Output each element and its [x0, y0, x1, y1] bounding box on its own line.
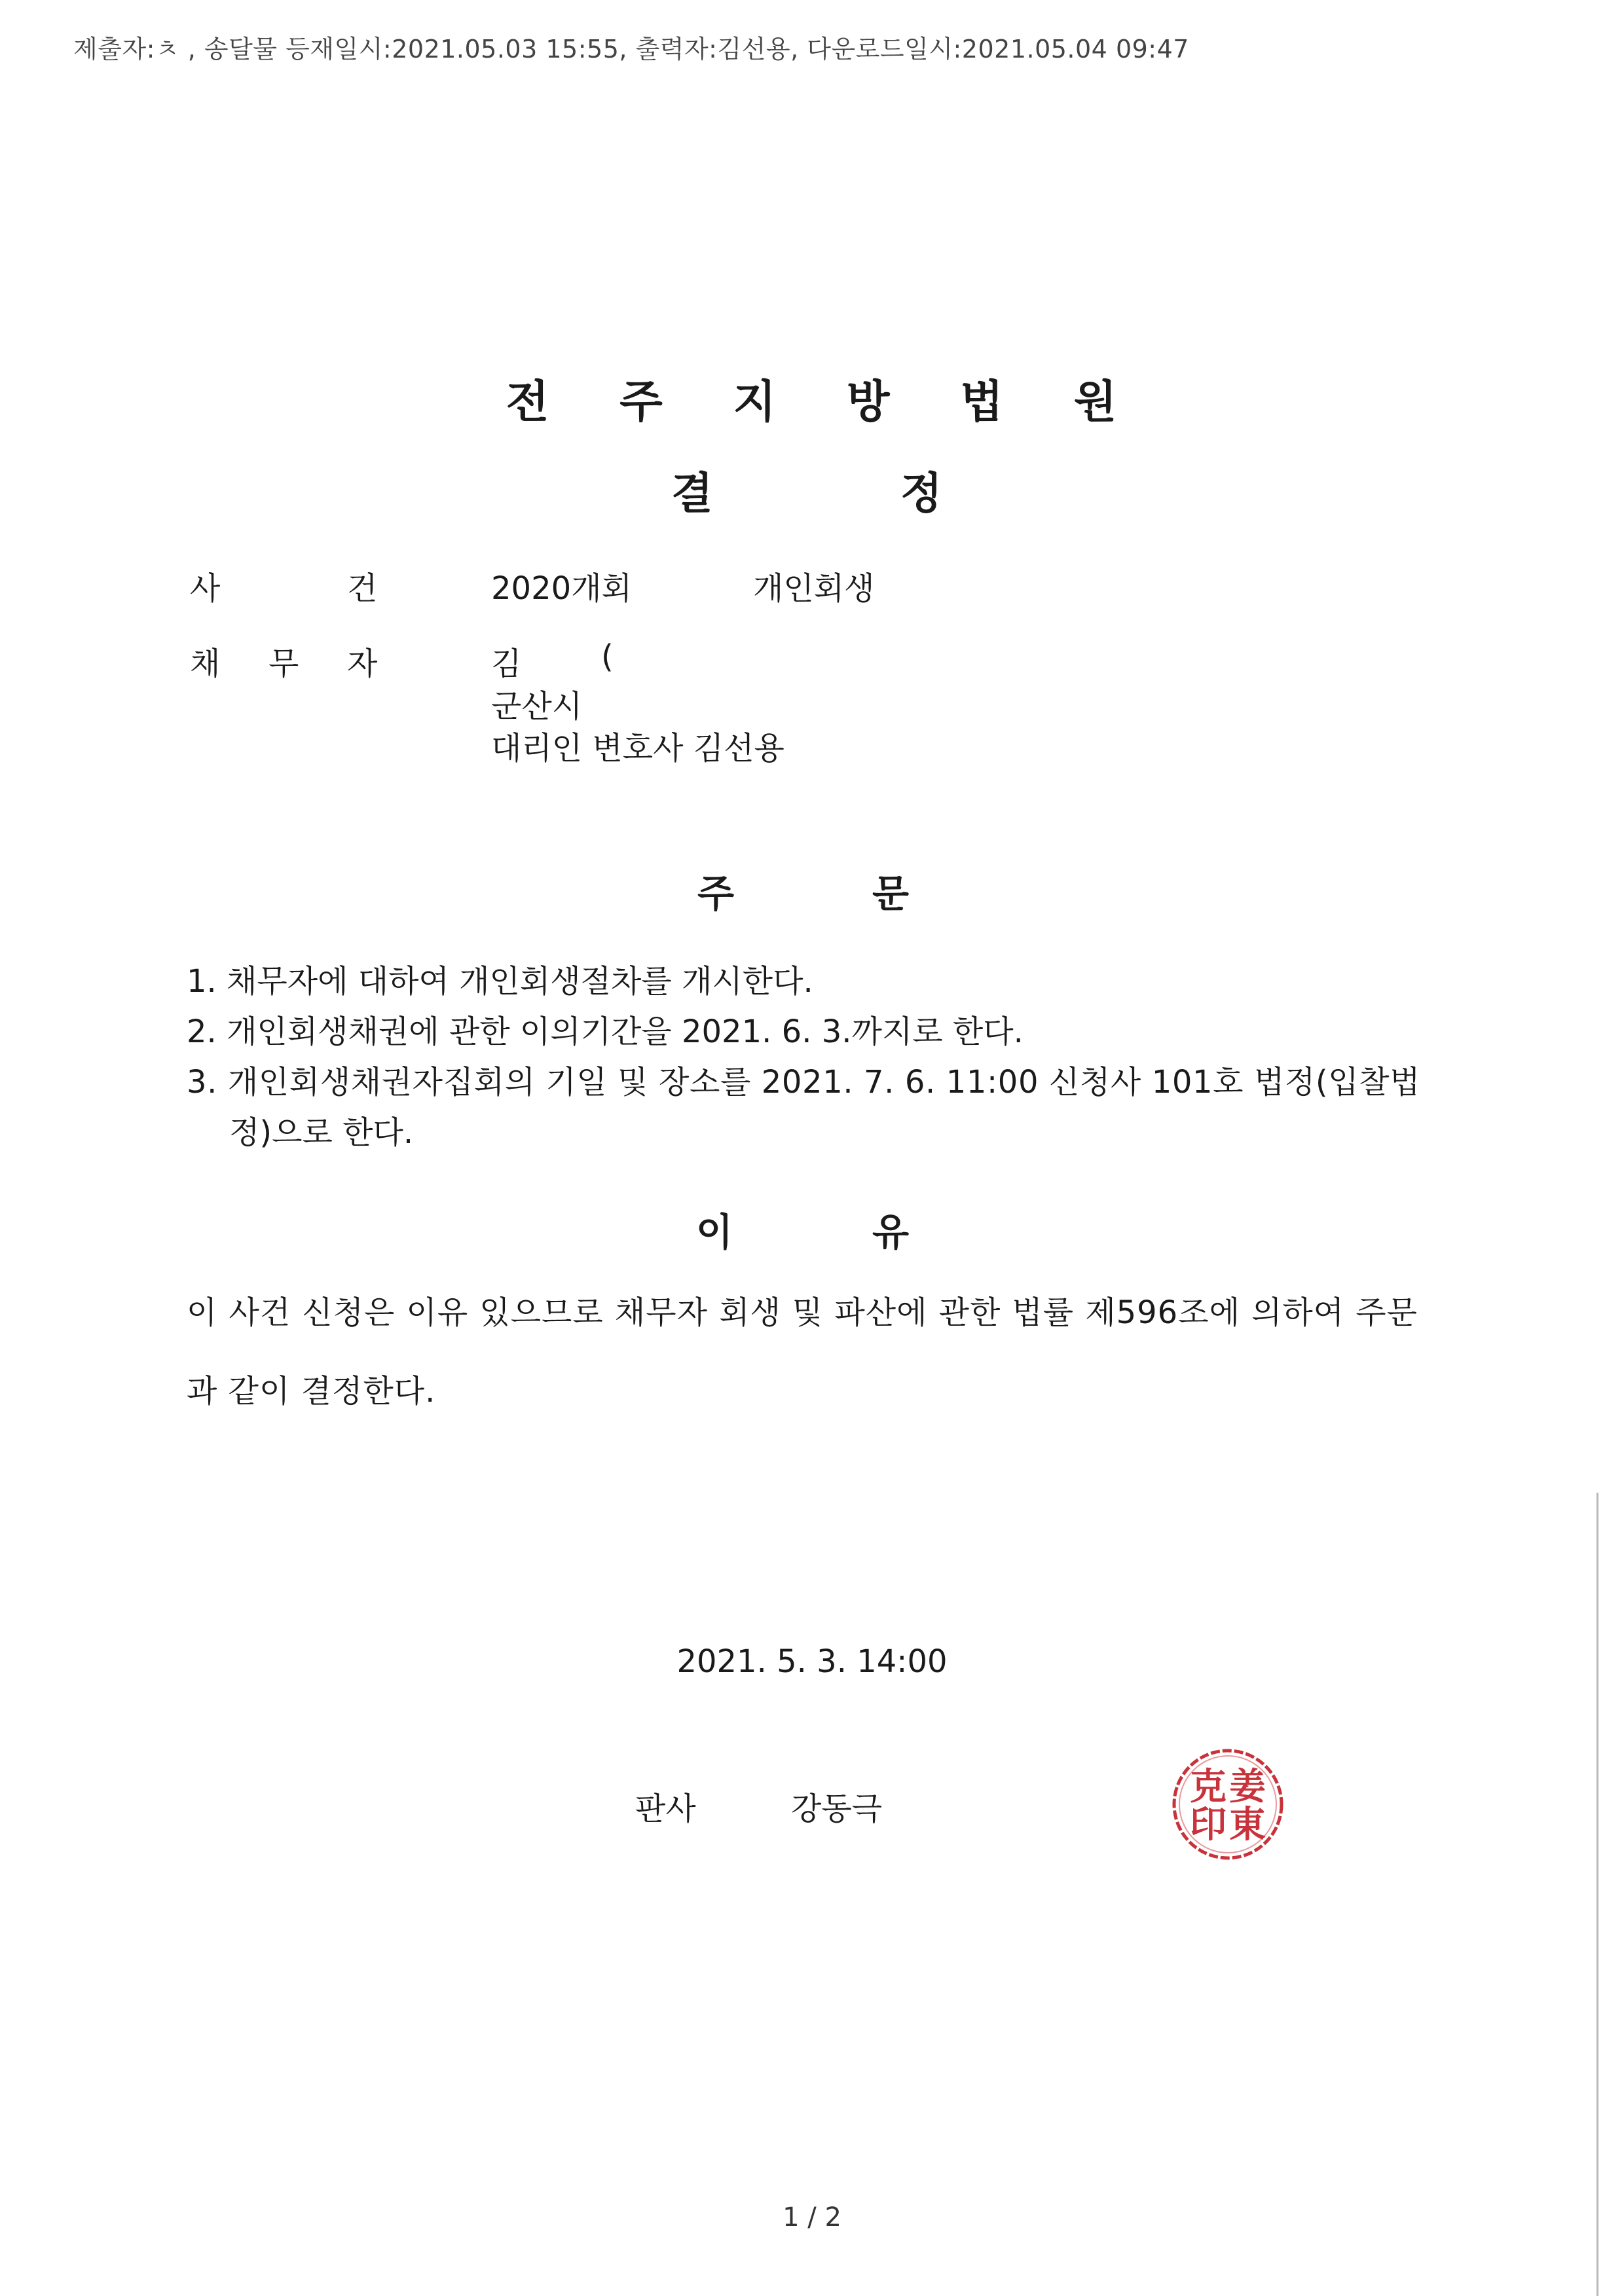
doc-type-char: 결 [671, 468, 713, 519]
order-item: 2. 개인회생채권에 관한 이의기간을 2021. 6. 3.까지로 한다. [187, 1013, 1024, 1050]
judge-seal [1169, 1745, 1287, 1863]
court-char: 전 [506, 376, 551, 428]
order-title-char: 문 [872, 871, 910, 916]
document-header-line: 제출자:ㅊ , 송달물 등재일시:2021.05.03 15:55, 출력자:김선용, 다운로드일시:2021.05.04 09:47 [73, 35, 1189, 64]
seal-char: 克 [1190, 1765, 1227, 1808]
order-item: 3. 개인회생채권자집회의 기일 및 장소를 2021. 7. 6. 11:00 신청사 101호 법정(입찰법 [187, 1064, 1421, 1101]
order-item-continuation: 정)으로 한다. [229, 1114, 414, 1151]
seal-char: 東 [1229, 1803, 1266, 1846]
judge-label: 판사 [635, 1791, 696, 1827]
debtor-label-char: 자 [347, 646, 378, 682]
court-char: 방 [846, 376, 891, 428]
order-title-char: 주 [697, 871, 735, 916]
case-type: 개인회생 [753, 570, 875, 607]
court-name-title [0, 367, 1624, 430]
debtor-paren: ( [601, 638, 614, 675]
debtor-label-char: 채 [190, 646, 221, 682]
seal-char: 印 [1190, 1803, 1227, 1846]
debtor-name: 김 [491, 646, 522, 682]
case-number: 2020개회 [491, 570, 632, 607]
case-label-char: 건 [347, 570, 378, 607]
reason-title-char: 유 [872, 1210, 910, 1254]
page-number: 1 / 2 [783, 2202, 841, 2232]
doc-type-char: 정 [900, 468, 942, 519]
debtor-address: 군산시 [491, 688, 583, 725]
debtor-agent: 대리인 변호사 김선용 [491, 730, 784, 767]
seal-char: 姜 [1229, 1765, 1266, 1808]
decision-datetime: 2021. 5. 3. 14:00 [676, 1643, 948, 1680]
court-char: 원 [1073, 376, 1118, 428]
court-char: 주 [619, 376, 664, 428]
reason-title-char: 이 [696, 1210, 733, 1254]
reason-paragraph: 이 사건 신청은 이유 있으므로 채무자 회생 및 파산에 관한 법률 제596조에 의하여 주문과 같이 결정한다. [187, 1294, 1418, 1410]
order-item: 1. 채무자에 대하여 개인회생절차를 개시한다. [187, 963, 813, 1000]
case-label-char: 사 [190, 570, 221, 607]
judge-name: 강동극 [791, 1791, 883, 1827]
scan-edge-line [1596, 1493, 1598, 2296]
court-char: 법 [960, 376, 1005, 428]
debtor-label-char: 무 [268, 646, 299, 682]
court-char: 지 [733, 376, 778, 428]
